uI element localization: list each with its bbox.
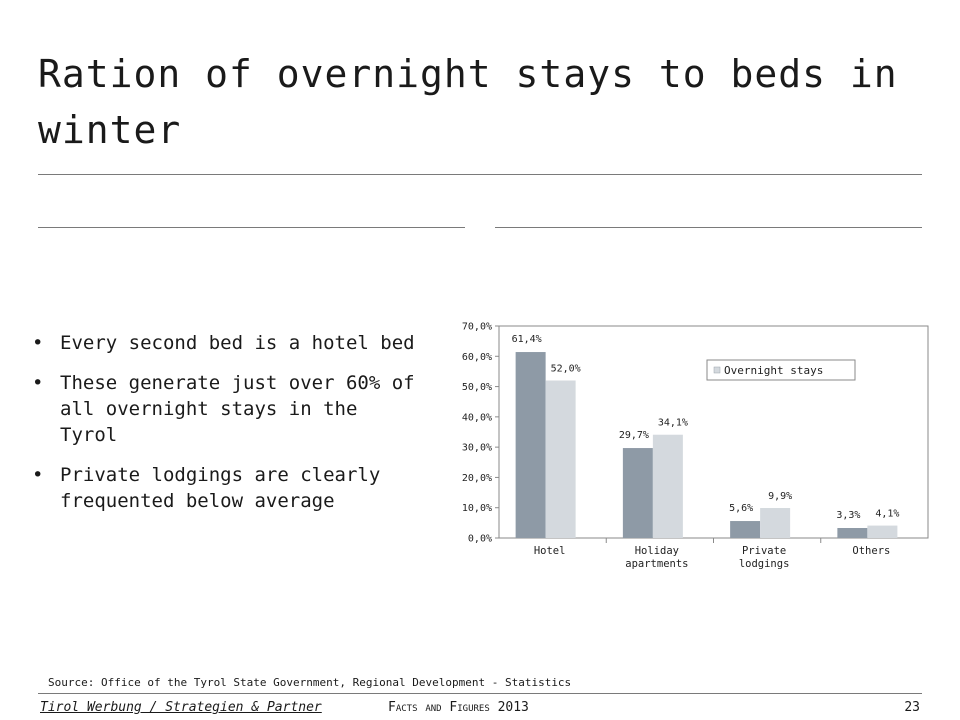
left-column-divider — [38, 227, 465, 228]
source-note: Source: Office of the Tyrol State Government, Regional Development - Statistics — [48, 676, 572, 689]
bar — [867, 526, 897, 538]
page-number: 23 — [904, 700, 920, 715]
right-column-divider — [495, 227, 922, 228]
y-tick-label: 30,0% — [461, 442, 492, 454]
y-tick-label: 20,0% — [461, 472, 492, 484]
data-label: 61,4% — [511, 334, 542, 346]
data-label: 9,9% — [768, 491, 793, 503]
footer-company-link[interactable]: Tirol Werbung / Strategien & Partner — [40, 700, 322, 715]
x-tick-label: Private lodgings — [738, 545, 790, 570]
y-tick-label: 70,0% — [461, 321, 492, 333]
bar — [546, 381, 576, 538]
data-label: 3,3% — [836, 510, 861, 522]
bullet-item: • These generate just over 60% of all overnight stays in the Tyrol — [32, 370, 422, 448]
data-label: 34,1% — [657, 417, 688, 429]
bar-chart — [424, 305, 929, 583]
bar — [623, 448, 653, 538]
y-tick-label: 40,0% — [461, 412, 492, 424]
bar — [516, 352, 546, 538]
title-divider — [38, 174, 922, 175]
bullet-item: • Private lodgings are clearly frequented below average — [32, 462, 422, 514]
data-label: 29,7% — [618, 430, 649, 442]
y-tick-label: 60,0% — [461, 351, 492, 363]
slide-title: Ration of overnight stays to beds in winter — [38, 52, 898, 152]
y-tick-label: 0,0% — [467, 533, 492, 545]
bullet-list — [32, 330, 422, 528]
bar — [837, 528, 867, 538]
x-tick-label: Hotel — [533, 545, 566, 557]
data-label: 4,1% — [875, 508, 900, 520]
bar — [760, 508, 790, 538]
bullet-item: • Every second bed is a hotel bed — [32, 330, 422, 356]
bar — [653, 435, 683, 538]
footer-section-title: Facts and Figures 2013 — [388, 700, 529, 715]
y-tick-label: 10,0% — [461, 503, 492, 515]
bar — [730, 521, 760, 538]
footer-divider — [38, 693, 922, 694]
y-tick-label: 50,0% — [461, 382, 492, 394]
x-tick-label: Holiday apartments — [625, 545, 689, 570]
data-label: 5,6% — [729, 503, 754, 515]
data-label: 52,0% — [550, 363, 581, 375]
legend-swatch — [714, 367, 720, 373]
x-tick-label: Others — [852, 545, 891, 557]
legend-label: Overnight stays — [724, 364, 824, 377]
